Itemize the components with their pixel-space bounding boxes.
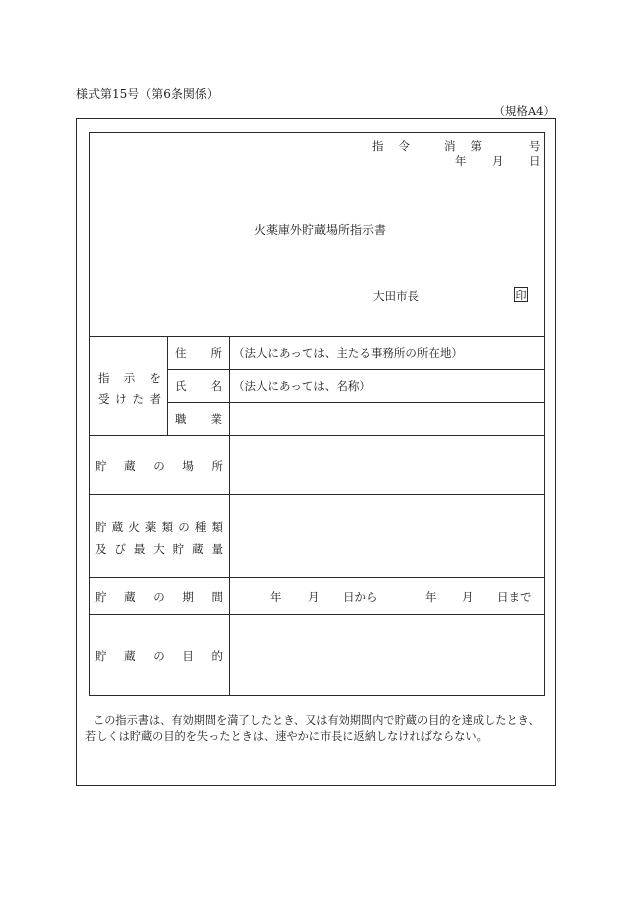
storage-kind-label-line1: 貯 蔵 火 薬 類 の 種 類 [95,520,223,534]
address-value: （法人にあっては、主たる事務所の所在地） [233,346,463,360]
shi-rei-label: 指 令 [372,139,410,153]
address-label: 住 所 [175,346,222,360]
go-label: 号 [529,139,541,153]
occupation-label: 職 業 [175,412,222,426]
table-left-border [89,132,90,695]
table-bottom-border [89,695,545,696]
name-label: 氏 名 [175,379,222,393]
note-line-2: 若しくは貯蔵の目的を失ったときは、速やかに市長に返納しなければならない。 [85,730,488,743]
recipient-divider [89,435,545,436]
period-from-year: 年 [270,590,282,604]
header-date-year: 年 [455,154,467,168]
period-to-day: 日まで [497,590,532,604]
header-divider [89,336,545,337]
storage-purpose-label: 貯 蔵 の 目 的 [95,649,223,663]
form-number: 様式第15号（第6条関係） [76,87,219,101]
storage-location-label: 貯 蔵 の 場 所 [95,459,223,473]
note-line-1: この指示書は、有効期間を満了したとき、又は有効期間内で貯蔵の目的を達成したとき、 [93,714,540,727]
kind-divider [89,577,545,578]
table-top-border [89,132,545,133]
document-frame [76,118,556,786]
storage-period-label: 貯 蔵 の 期 間 [95,590,223,604]
location-divider [89,494,545,495]
period-divider [89,614,545,615]
table-right-border [544,132,545,695]
period-to-year: 年 [425,590,437,604]
recipient-group-label-line1: 指 示 を [98,371,161,385]
header-date-day: 日 [529,154,541,168]
sho-dai-label: 消 第 [444,139,482,153]
recipient-subcolumn-divider [167,336,168,435]
recipient-group-label-line2: 受 け た 者 [98,392,161,406]
address-divider [167,369,545,370]
document-title: 火薬庫外貯蔵場所指示書 [254,223,387,237]
period-from-month: 月 [308,590,320,604]
header-date-month: 月 [492,154,504,168]
name-divider [167,402,545,403]
period-to-month: 月 [462,590,474,604]
seal-mark: 印 [515,289,527,302]
issuer: 大田市長 [373,289,419,303]
period-from-day: 日から [343,590,378,604]
name-value: （法人にあっては、名称） [233,379,371,393]
storage-kind-label-line2: 及 び 最 大 貯 蔵 量 [95,542,223,556]
paper-size: （規格A4） [493,104,555,118]
value-column-divider [229,336,230,695]
